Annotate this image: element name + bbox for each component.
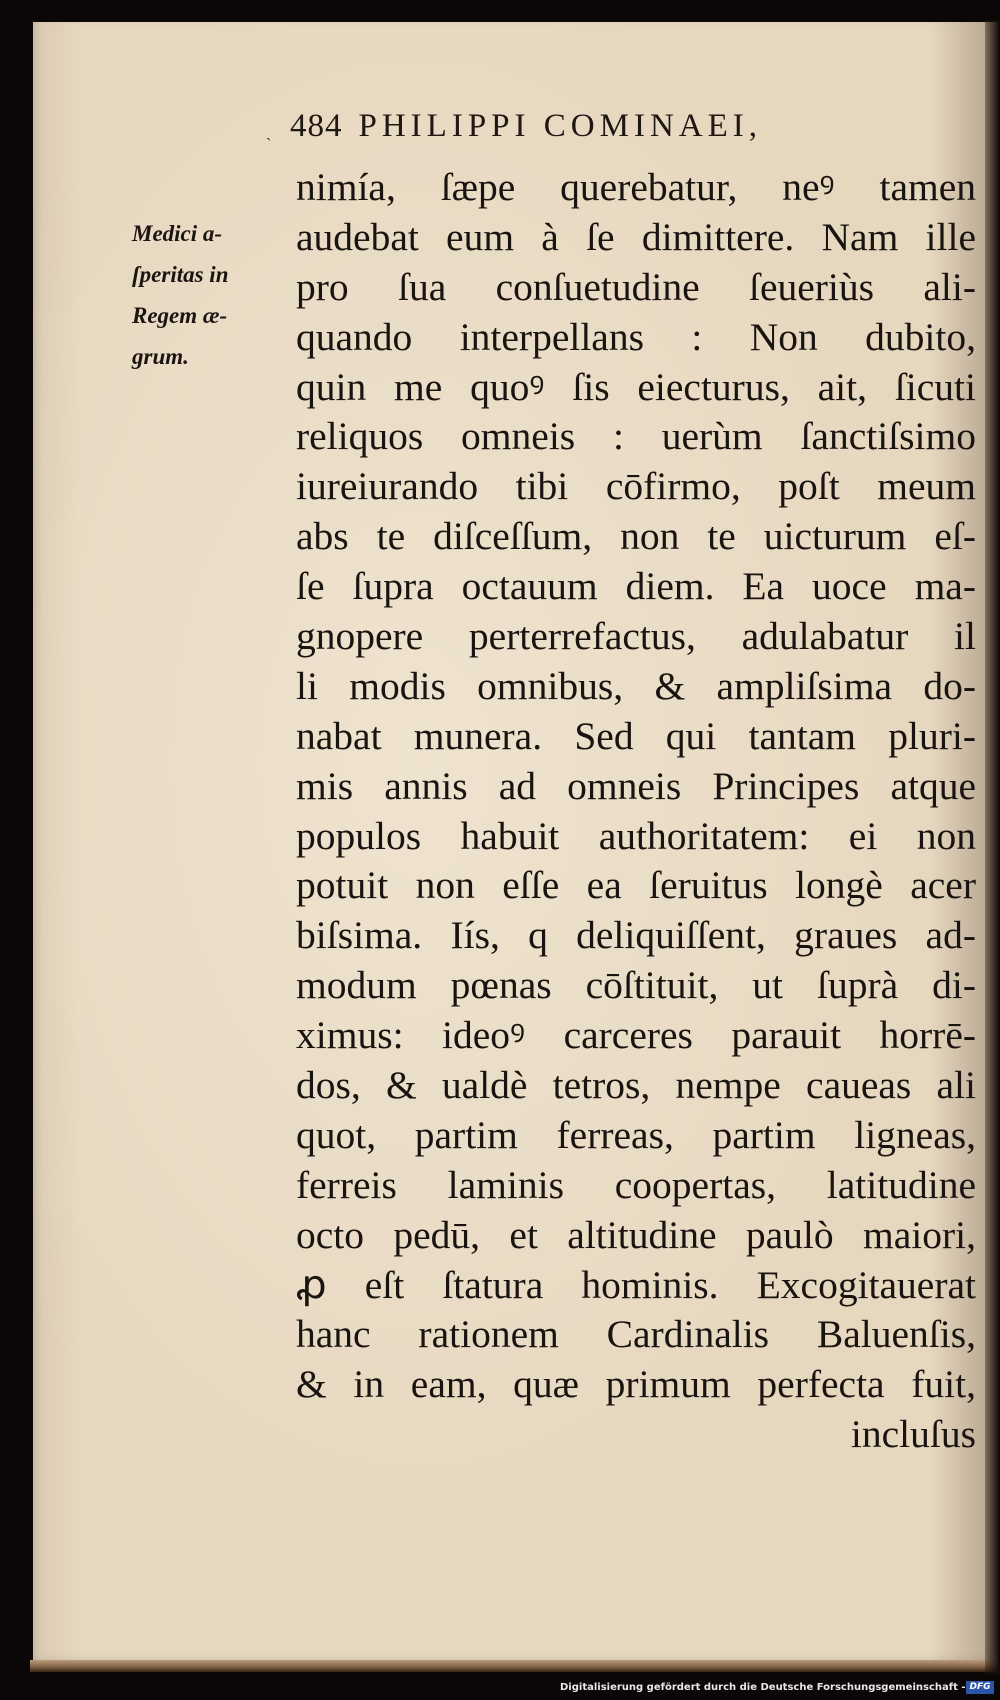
catchword: incluſus [850, 1412, 976, 1457]
text-line: mis annis ad omneis Principes atque [296, 763, 976, 808]
text-line: abs te diſceſſum, non te uicturum eſ- [296, 514, 976, 559]
text-line: ſe ſupra octauum diem. Ea uoce ma- [296, 564, 976, 609]
marginal-note-line: Regem æ- [132, 303, 228, 328]
text-line: dos, & ualdè tetros, nempe caueas ali [296, 1063, 976, 1108]
text-line: reliquos omneis : uerùm ſanctiſsimo [296, 414, 976, 459]
text-line: gnopere perterrefactus, adulabatur il [296, 614, 976, 659]
text-line: & in eam, quæ primum perfecta fuit, [296, 1362, 976, 1407]
margin-tick-mark: ˎ [266, 122, 272, 141]
binding-shadow [985, 20, 1000, 1675]
text-line: modum pœnas cōſtituit, ut ſuprà di- [296, 963, 976, 1008]
text-line: quando interpellans : Non dubito, [296, 314, 976, 359]
marginal-note-line: grum. [132, 344, 189, 369]
text-line: audebat eum à ſe dimittere. Nam ille [296, 214, 976, 259]
text-line: pro ſua conſuetudine ſeueriùs ali- [296, 264, 976, 309]
text-line: potuit non eſſe ea ſeruitus longè acer [296, 863, 976, 908]
digitization-credit: Digitalisierung gefördert durch die Deutsche Forschungsgemeinschaft - [560, 1682, 966, 1693]
text-line: nimía, ſæpe querebatur, neꝰ tamen [296, 165, 976, 209]
text-line: iureiurando tibi cōfirmo, poſt meum [296, 464, 976, 509]
page-bottom-edge [30, 1660, 998, 1672]
marginal-note [132, 213, 282, 377]
body-text [296, 163, 976, 1460]
marginal-note-line: ſperitas in [132, 262, 229, 287]
text-line: ferreis laminis coopertas, latitudine [296, 1162, 976, 1207]
text-line: nabat munera. Sed qui tantam pluri- [296, 713, 976, 758]
text-line: octo pedū, et altitudine paulò maiori, [296, 1212, 976, 1257]
running-head [290, 108, 762, 145]
text-line: quin me quoꝰ ſis eiecturus, ait, ſicuti [296, 364, 976, 409]
text-line: ximus: ideoꝰ carceres parauit horrē- [296, 1013, 976, 1058]
running-title: PHILIPPI COMINAEI, [358, 108, 762, 144]
text-line: ꝓ eſt ſtatura hominis. Excogitauerat [296, 1262, 976, 1307]
dfg-logo: DFG [966, 1681, 994, 1694]
page-number: 484 [290, 108, 343, 144]
marginal-note-line: Medici a- [132, 221, 223, 246]
text-line: li modis omnibus, & ampliſsima do- [296, 663, 976, 708]
text-line: hanc rationem Cardinalis Baluenſis, [296, 1312, 976, 1357]
text-line: populos habuit authoritatem: ei non [296, 813, 976, 858]
text-line: biſsima. Iís, q deliquiſſent, graues ad- [296, 913, 976, 958]
text-line: quot, partim ferreas, partim ligneas, [296, 1112, 976, 1157]
